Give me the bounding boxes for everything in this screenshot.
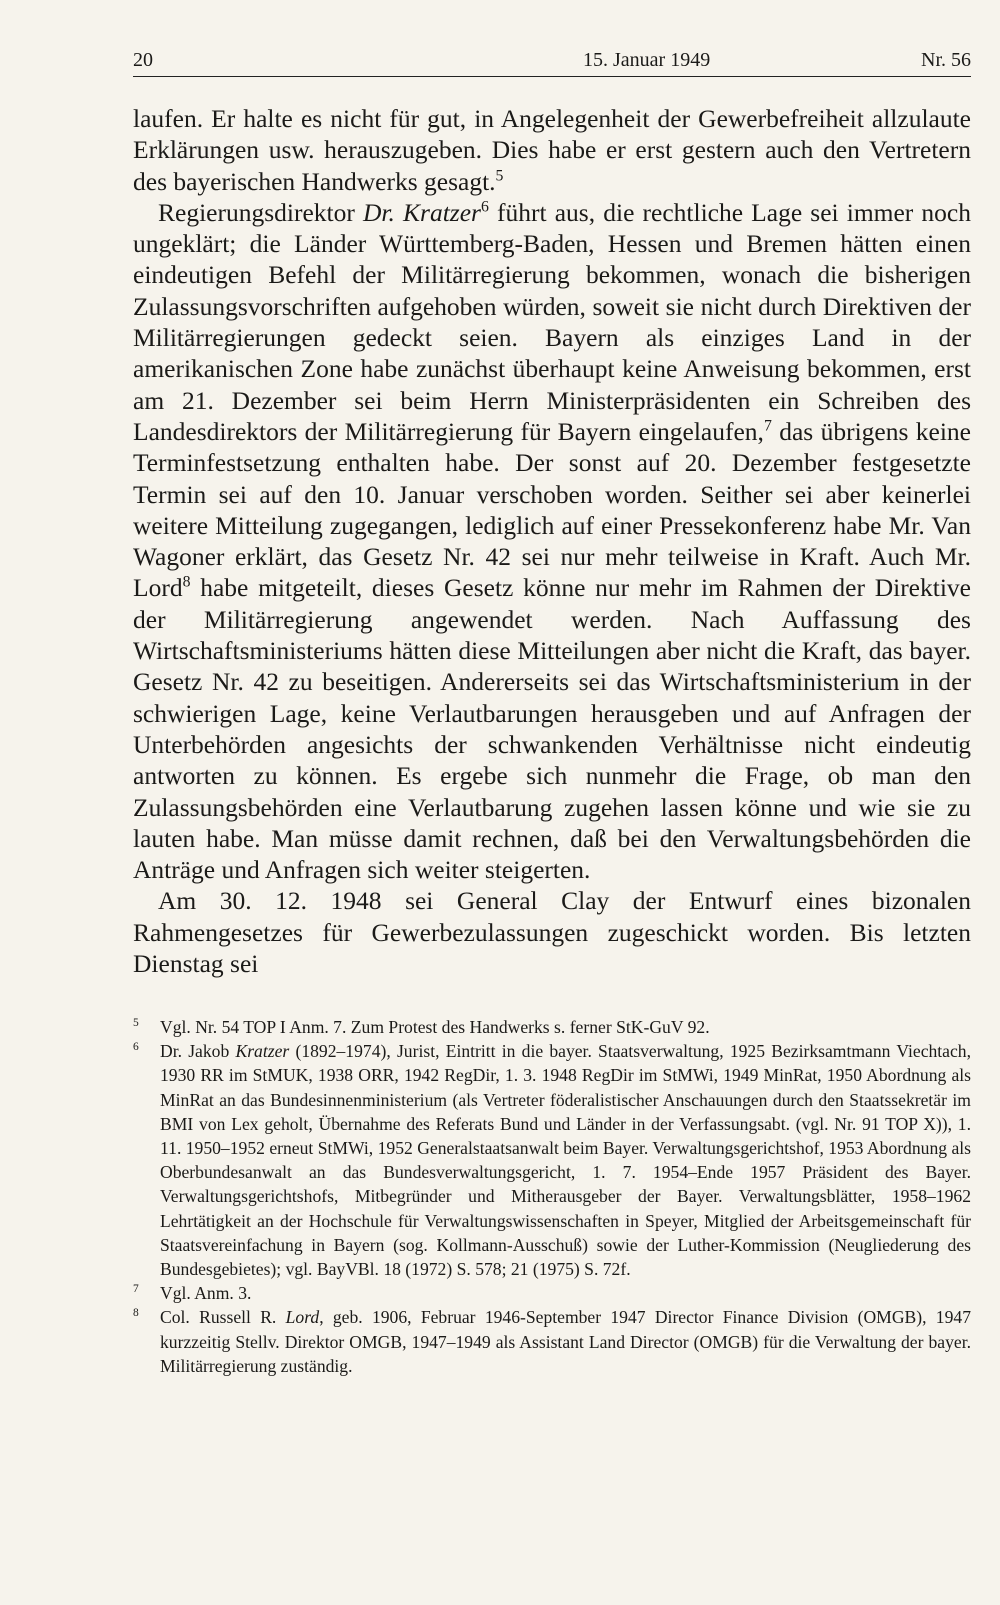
footnotes — [133, 1015, 971, 1378]
footnote-ref[interactable]: 6 — [480, 198, 489, 216]
paragraph-text: laufen. Er halte es nicht für gut, in Angelegenheit der Gewerbefreiheit allzulaute Erklärungen usw. herauszugeben. Dies habe er erst gestern auch den Vertretern des bayerischen Handwerks gesagt. — [133, 104, 971, 196]
paragraph-text: Am 30. 12. 1948 sei General Clay der Entwurf eines bizonalen Rahmengesetzes für Gewerbezulassungen zugeschickt worden. Bis letzten Dienstag sei — [133, 886, 971, 979]
footnote-text: Dr. Jakob — [160, 1041, 236, 1062]
footnote-text: , geb. 1906, Februar 1946-September 1947 Director Finance Division (OMGB), 1947 kurzzeitig Stellv. Direktor OMGB, 1947–1949 als Assistant Land Director (OMGB) für die Verwaltung der bayer. Militärregierung zuständig. — [160, 1307, 971, 1376]
footnote-text: Vgl. Anm. 3. — [160, 1283, 252, 1304]
footnote — [133, 1039, 971, 1281]
footnote-ref[interactable]: 8 — [182, 573, 191, 591]
document-number: Nr. 56 — [921, 49, 971, 71]
running-header — [133, 44, 971, 77]
paragraph-text: das übrigens keine Terminfestsetzung enthalten habe. Der sonst auf 20. Dezember festgesetzte Termin sei auf den 10. Januar verschoben worden. Seither sei aber keinerlei weitere Mitteilung zugegangen, lediglich auf einer Pressekonferenz habe Mr. Van Wagoner erklärt, das Gesetz Nr. 42 sei nur mehr teilweise in Kraft. Auch Mr. Lord — [133, 416, 972, 603]
paragraph-text: Regierungsdirektor — [158, 197, 364, 227]
footnote-ref[interactable]: 7 — [763, 417, 772, 435]
paragraph-text: habe mitgeteilt, dieses Gesetz könne nur mehr im Rahmen der Direktive der Militärregierung angewendet werden. Nach Auffassung des Wirtschaftsministeriums hätten diese Mitteilungen aber nicht die Kraft, das bayer. Gesetz Nr. 42 zu beseitigen. Andererseits sei das Wirtschaftsministerium in der schwierigen Lage, keine Verlautbarungen herausgeben und auf Anfragen der Unterbehörden angesichts der schwankenden Verhältnisse nicht eindeutig antworten zu können. Es ergebe sich nunmehr die Frage, ob man den Zulassungsbehörden eine Verlautbarung zugehen lassen könne und wie sie zu lauten habe. Man müsse damit rechnen, daß bei den Verwaltungsbehörden die Anträge und Anfragen sich weiter steigerten. — [133, 573, 971, 885]
main-text — [133, 103, 971, 979]
footnote-number: 5 — [133, 1017, 139, 1029]
footnote-number: 6 — [133, 1041, 139, 1054]
person-name: Kratzer — [235, 1041, 290, 1062]
footnote-ref[interactable]: 5 — [495, 167, 504, 185]
footnote-number: 8 — [133, 1307, 139, 1320]
paragraph — [133, 197, 971, 886]
paragraph — [133, 885, 971, 979]
footnote-text: (1892–1974), Jurist, Eintritt in die bayer. Staatsverwaltung, 1925 Bezirksamtmann Viechtach, 1930 RR im StMUK, 1938 ORR, 1942 RegDir, 1. 3. 1948 RegDir im StMWi, 1949 MinRat, 1950 Abordnung als MinRat an das Bundesinnenministerium (als Vertreter föderalistischer Anschauungen durch den Staatssekretär im BMI von Lex geholt, Übernahme des Referats Bund und Länder in der Verfassungsabt. (vgl. Nr. 91 TOP X)), 1. 11. 1950–1952 erneut StMWi, 1952 Generalstaatsanwalt beim Bayer. Verwaltungsgerichtshof, 1953 Abordnung als Oberbundesanwalt an das Bundesverwaltungsgericht, 1. 7. 1954–Ende 1957 Präsident des Bayer. Verwaltungsgerichtshofs, Mitbegründer und Mitherausgeber der Bayer. Verwaltungsblätter, 1958–1962 Lehrtätigkeit an der Hochschule für Verwaltungswissenschaften in Speyer, Mitglied der Arbeitsgemeinschaft für Staatsvereinfachung in Bayern (sog. Kollmann-Ausschuß) sowie der Luther-Kommission (Neugliederung des Bundesgebietes); vgl. BayVBl. 18 (1972) S. 578; 21 (1975) S. 72f. — [160, 1041, 971, 1280]
paragraph — [133, 103, 971, 197]
footnote — [133, 1281, 971, 1305]
person-name: Dr. Kratzer — [363, 197, 481, 227]
page-number: 20 — [133, 49, 153, 71]
footnote-number: 7 — [133, 1283, 139, 1296]
footnote — [133, 1015, 971, 1039]
footnote — [133, 1305, 971, 1378]
person-name: Lord — [285, 1307, 320, 1328]
footnote-text: Vgl. Nr. 54 TOP I Anm. 7. Zum Protest des Handwerks s. ferner StK-GuV 92. — [160, 1017, 710, 1037]
header-date: 15. Januar 1949 — [583, 49, 711, 71]
footnote-text: Col. Russell R. — [160, 1307, 286, 1328]
paragraph-text: führt aus, die rechtliche Lage sei immer noch ungeklärt; die Länder Württemberg-Baden, Hessen und Bremen hätten einen eindeutigen Befehl der Militärregierung bekommen, wonach die bisherigen Zulassungsvorschriften aufgehoben würden, soweit sie nicht durch Direktiven der Militärregierungen gedeckt seien. Bayern als einziges Land in der amerikanischen Zone habe zunächst überhaupt keine Anweisung bekommen, erst am 21. Dezember sei beim Herrn Ministerpräsidenten ein Schreiben des Landesdirektors der Militärregierung für Bayern eingelaufen, — [133, 197, 972, 446]
